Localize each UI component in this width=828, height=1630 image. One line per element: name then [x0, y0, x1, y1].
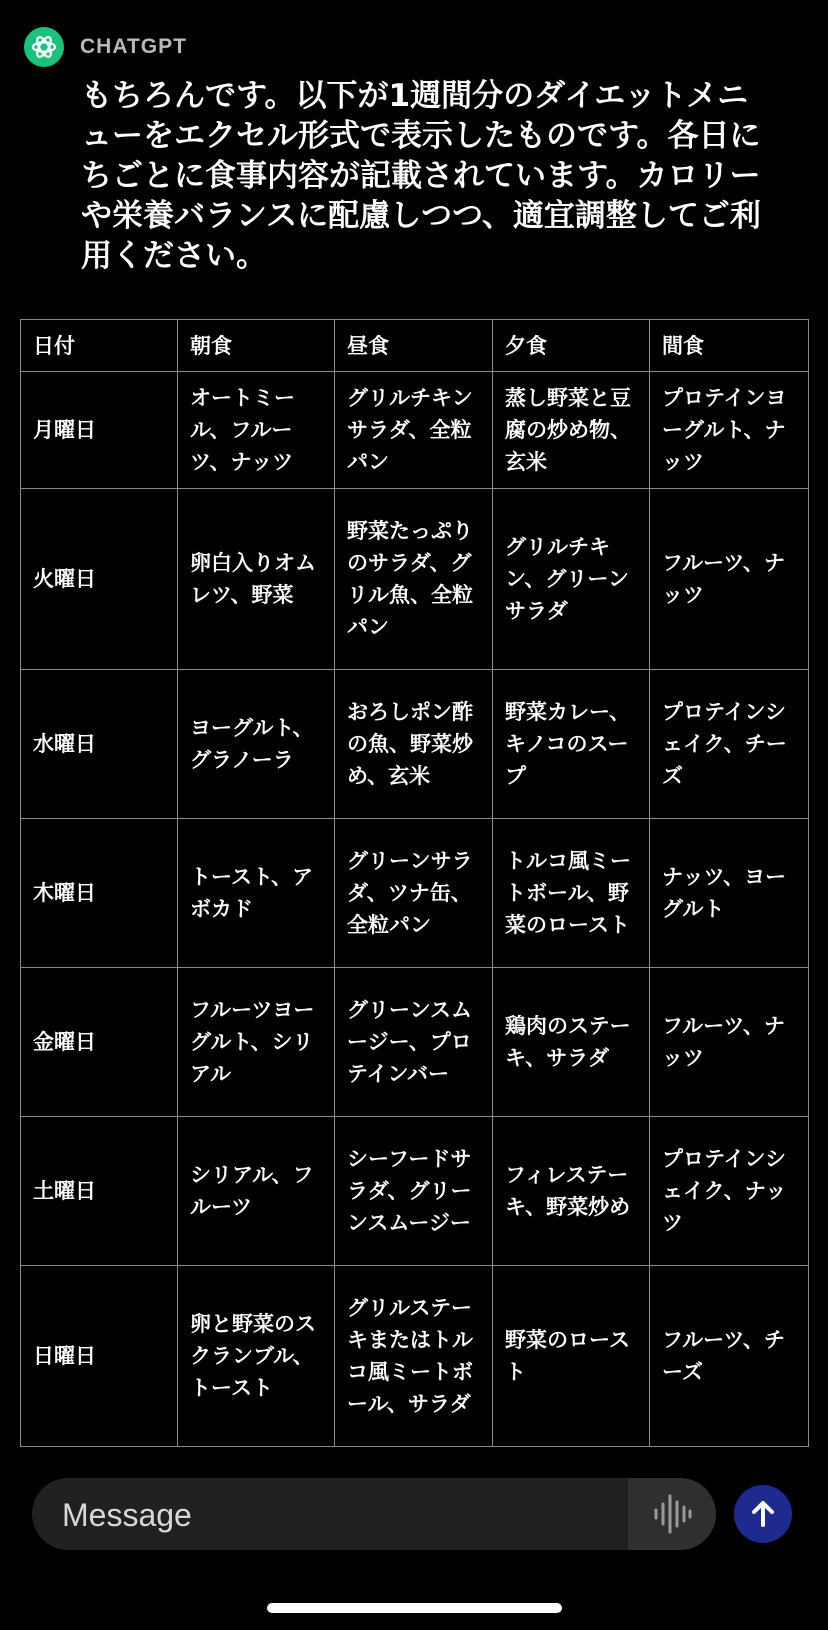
day-cell: 土曜日 — [21, 1117, 178, 1266]
snack-cell: フルーツ、ナッツ — [650, 489, 809, 670]
table-header-row — [21, 320, 809, 372]
breakfast-cell: トースト、アボカド — [178, 819, 335, 968]
dinner-cell: フィレステーキ、野菜炒め — [493, 1117, 650, 1266]
lunch-cell: グリーンサラダ、ツナ缶、全粒パン — [335, 819, 493, 968]
breakfast-cell: ヨーグルト、グラノーラ — [178, 670, 335, 819]
snack-cell: プロテインヨーグルト、ナッツ — [650, 372, 809, 489]
lunch-cell: おろしポン酢の魚、野菜炒め、玄米 — [335, 670, 493, 819]
dinner-cell: 蒸し野菜と豆腐の炒め物、玄米 — [493, 372, 650, 489]
table-row — [21, 819, 809, 968]
arrow-up-icon — [748, 1499, 778, 1529]
dinner-cell: 鶏肉のステーキ、サラダ — [493, 968, 650, 1117]
snack-cell: プロテインシェイク、ナッツ — [650, 1117, 809, 1266]
diet-menu-table — [20, 319, 809, 1447]
table-row — [21, 968, 809, 1117]
breakfast-cell: 卵と野菜のスクランブル、トースト — [178, 1266, 335, 1447]
message-composer — [32, 1478, 716, 1550]
lunch-cell: グリーンスムージー、プロテインバー — [335, 968, 493, 1117]
snack-cell: プロテインシェイク、チーズ — [650, 670, 809, 819]
header-dinner: 夕食 — [493, 320, 650, 372]
header-date: 日付 — [21, 320, 178, 372]
send-button[interactable] — [734, 1485, 792, 1543]
table-row — [21, 372, 809, 489]
sender-name: CHATGPT — [80, 35, 187, 58]
header-lunch: 昼食 — [335, 320, 493, 372]
header-breakfast: 朝食 — [178, 320, 335, 372]
breakfast-cell: オートミール、フルーツ、ナッツ — [178, 372, 335, 489]
lunch-cell: 野菜たっぷりのサラダ、グリル魚、全粒パン — [335, 489, 493, 670]
header-snack: 間食 — [650, 320, 809, 372]
openai-logo-icon — [24, 27, 64, 67]
breakfast-cell: フルーツヨーグルト、シリアル — [178, 968, 335, 1117]
chat-header — [24, 27, 187, 67]
voice-waveform-icon — [652, 1492, 692, 1536]
table-row — [21, 489, 809, 670]
dinner-cell: 野菜カレー、キノコのスープ — [493, 670, 650, 819]
day-cell: 水曜日 — [21, 670, 178, 819]
lunch-cell: グリルステーキまたはトルコ風ミートボール、サラダ — [335, 1266, 493, 1447]
dinner-cell: 野菜のロースト — [493, 1266, 650, 1447]
day-cell: 火曜日 — [21, 489, 178, 670]
snack-cell: ナッツ、ヨーグルト — [650, 819, 809, 968]
snack-cell: フルーツ、ナッツ — [650, 968, 809, 1117]
message-input[interactable] — [60, 1478, 624, 1550]
day-cell: 木曜日 — [21, 819, 178, 968]
snack-cell: フルーツ、チーズ — [650, 1266, 809, 1447]
table-row — [21, 1266, 809, 1447]
table-row — [21, 1117, 809, 1266]
lunch-cell: グリルチキンサラダ、全粒パン — [335, 372, 493, 489]
dinner-cell: グリルチキン、グリーンサラダ — [493, 489, 650, 670]
assistant-message-text: もちろんです。以下が1週間分のダイエットメニューをエクセル形式で表示したものです。各日にちごとに食事内容が記載されています。カロリーや栄養バランスに配慮しつつ、適宜調整してご利用ください。 — [81, 78, 761, 274]
home-indicator — [267, 1603, 562, 1613]
table-row — [21, 670, 809, 819]
dinner-cell: トルコ風ミートボール、野菜のロースト — [493, 819, 650, 968]
lunch-cell: シーフードサラダ、グリーンスムージー — [335, 1117, 493, 1266]
day-cell: 金曜日 — [21, 968, 178, 1117]
breakfast-cell: 卵白入りオムレツ、野菜 — [178, 489, 335, 670]
voice-button[interactable] — [628, 1478, 716, 1550]
day-cell: 月曜日 — [21, 372, 178, 489]
day-cell: 日曜日 — [21, 1266, 178, 1447]
breakfast-cell: シリアル、フルーツ — [178, 1117, 335, 1266]
